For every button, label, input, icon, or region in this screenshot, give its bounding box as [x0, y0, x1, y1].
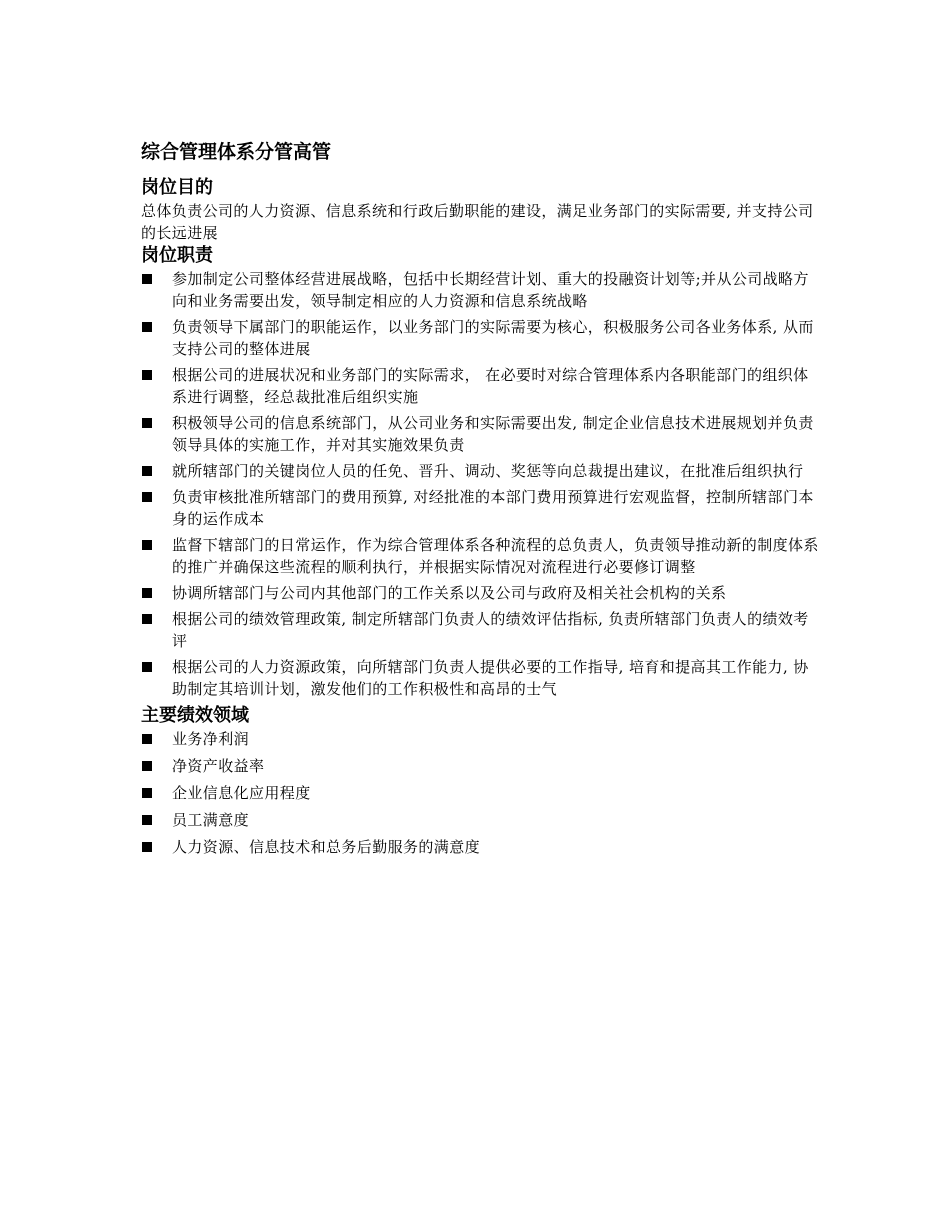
square-bullet-icon [142, 662, 152, 672]
duty-item [141, 364, 820, 408]
purpose-text: 总体负责公司的人力资源、信息系统和行政后勤职能的建设，满足业务部门的实际需要, 并支持公司的长远进展 [141, 202, 814, 242]
purpose-heading: 岗位目的 [141, 177, 213, 198]
performance-item [141, 782, 820, 804]
performance-text: 人力资源、信息技术和总务后勤服务的满意度 [172, 838, 481, 856]
performance-text: 业务净利润 [172, 730, 250, 748]
performance-list [141, 728, 820, 858]
duty-item [141, 582, 820, 604]
square-bullet-icon [142, 815, 152, 825]
duty-item [141, 460, 820, 482]
duty-item [141, 316, 820, 360]
duty-text: 负责审核批准所辖部门的费用预算, 对经批准的本部门费用预算进行宏观监督，控制所辖部门本身的运作成本 [172, 488, 814, 528]
performance-item [141, 728, 820, 750]
duties-heading: 岗位职责 [141, 245, 213, 266]
document-title: 综合管理体系分管高管 [141, 141, 332, 163]
duty-text: 负责领导下属部门的职能运作，以业务部门的实际需要为核心，积极服务公司各业务体系, 从而支持公司的整体进展 [172, 318, 814, 358]
duty-item [141, 608, 820, 652]
square-bullet-icon [142, 788, 152, 798]
duty-item [141, 656, 820, 700]
duty-item [141, 412, 820, 456]
duty-item [141, 268, 820, 312]
duty-text: 根据公司的进展状况和业务部门的实际需求， 在必要时对综合管理体系内各职能部门的组织体系进行调整，经总裁批准后组织实施 [172, 366, 809, 406]
duty-text: 协调所辖部门与公司内其他部门的工作关系以及公司与政府及相关社会机构的关系 [172, 584, 727, 602]
duty-item [141, 486, 820, 530]
square-bullet-icon [142, 274, 152, 284]
duties-list [141, 268, 820, 700]
duty-text: 根据公司的绩效管理政策, 制定所辖部门负责人的绩效评估指标, 负责所辖部门负责人的绩效考评 [172, 610, 809, 650]
performance-heading: 主要绩效领域 [141, 705, 249, 726]
performance-item [141, 755, 820, 777]
performance-text: 员工满意度 [172, 811, 250, 829]
square-bullet-icon [142, 588, 152, 598]
square-bullet-icon [142, 370, 152, 380]
square-bullet-icon [142, 322, 152, 332]
duty-item [141, 534, 820, 578]
duty-text: 就所辖部门的关键岗位人员的任免、晋升、调动、奖惩等向总裁提出建议，在批准后组织执行 [172, 462, 804, 480]
performance-text: 净资产收益率 [172, 757, 265, 775]
square-bullet-icon [142, 734, 152, 744]
duty-text: 监督下辖部门的日常运作，作为综合管理体系各种流程的总负责人，负责领导推动新的制度体系的推广并确保这些流程的顺利执行，并根据实际情况对流程进行必要修订调整 [172, 536, 819, 576]
square-bullet-icon [142, 842, 152, 852]
duty-text: 积极领导公司的信息系统部门，从公司业务和实际需要出发, 制定企业信息技术进展规划并负责领导具体的实施工作，并对其实施效果负责 [172, 414, 814, 454]
square-bullet-icon [142, 614, 152, 624]
performance-item [141, 836, 820, 858]
performance-text: 企业信息化应用程度 [172, 784, 311, 802]
duty-text: 参加制定公司整体经营进展战略，包括中长期经营计划、重大的投融资计划等;并从公司战略方向和业务需要出发，领导制定相应的人力资源和信息系统战略 [172, 270, 809, 310]
square-bullet-icon [142, 761, 152, 771]
duty-text: 根据公司的人力资源政策，向所辖部门负责人提供必要的工作指导, 培育和提高其工作能力, 协助制定其培训计划，激发他们的工作积极性和高昂的士气 [172, 658, 809, 698]
square-bullet-icon [142, 418, 152, 428]
performance-item [141, 809, 820, 831]
square-bullet-icon [142, 466, 152, 476]
square-bullet-icon [142, 540, 152, 550]
square-bullet-icon [142, 492, 152, 502]
